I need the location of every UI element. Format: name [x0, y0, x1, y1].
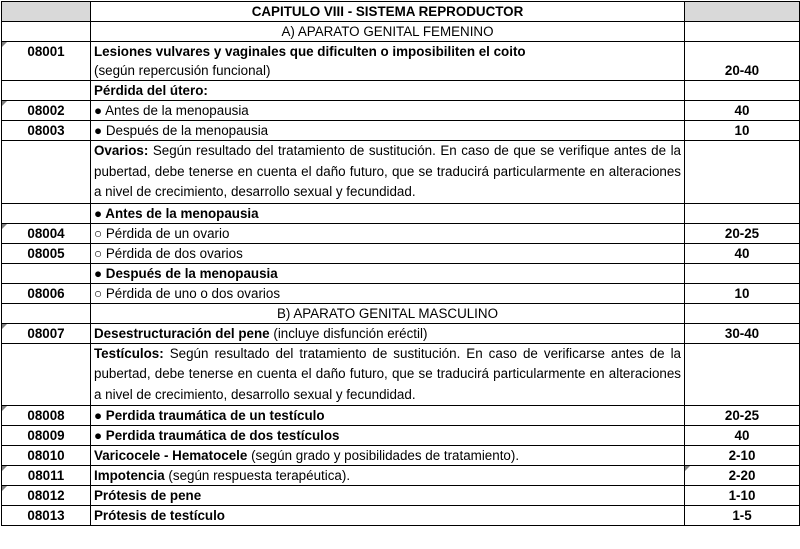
row-code: 08011: [2, 466, 91, 486]
table-row: [2, 61, 800, 81]
ovarios-paragraph: [91, 141, 685, 204]
row-value: 30-40: [685, 323, 800, 343]
row-title: Desestructuración del pene: [94, 325, 270, 341]
ovarios-label: Ovarios:: [94, 143, 149, 158]
circle-bullet-icon: ○: [94, 285, 103, 301]
chapter-title: CAPITULO VIII - SISTEMA REPRODUCTOR: [91, 2, 685, 22]
table-row: [2, 323, 800, 343]
table-row: [2, 446, 800, 466]
row-code: 08003: [2, 121, 91, 141]
row-title: Varicocele - Hematocele: [94, 448, 248, 463]
bullet-icon: ●: [94, 123, 103, 138]
table-row: [2, 506, 800, 526]
row-code: 08002: [2, 101, 91, 121]
table-row: [2, 343, 800, 406]
row-code: 08009: [2, 426, 91, 446]
antes-heading: ● Antes de la menopausia: [91, 203, 685, 223]
row-text: Después de la menopausia: [105, 123, 269, 138]
row-value: 1-5: [685, 506, 800, 526]
section-a-row: [2, 22, 800, 42]
table-row: [2, 283, 800, 303]
row-code: 08007: [2, 323, 91, 343]
table-row: [2, 81, 800, 101]
row-value: 2-20: [685, 466, 800, 486]
section-a-title: A) APARATO GENITAL FEMENINO: [91, 22, 685, 42]
row-title: Prótesis de pene: [91, 486, 685, 506]
utero-heading: Pérdida del útero:: [91, 81, 685, 101]
reproductive-system-table: [1, 1, 800, 526]
row-note: (incluye disfunción eréctil): [273, 325, 428, 341]
table-row: [2, 42, 800, 62]
row-title: Lesiones vulvares y vaginales que dificulten o imposibiliten el coito: [91, 42, 685, 62]
table-row: [2, 243, 800, 263]
testiculos-label: Testículos:: [94, 345, 164, 361]
row-code: 08004: [2, 223, 91, 243]
row-note: (según respuesta terapéutica).: [168, 468, 351, 483]
table-row: [2, 466, 800, 486]
row-note: (según repercusión funcional): [91, 61, 685, 81]
row-code: 08013: [2, 506, 91, 526]
chapter-header-row: [2, 2, 800, 22]
table-row: [2, 203, 800, 223]
table-row: [2, 426, 800, 446]
table-row: [2, 141, 800, 204]
row-text: Pérdida de uno o dos ovarios: [105, 285, 281, 301]
row-value: 2-10: [685, 446, 800, 466]
row-value: 20-25: [685, 223, 800, 243]
testiculos-paragraph: [91, 343, 685, 406]
testiculos-text: Según resultado del tratamiento de sustitución. En caso de verificarse antes de la pubertad, debe tenerse en cuenta el daño futuro, que se traducirá particularmente en alteraciones a nivel de crecimiento, desarrollo sexual y fecundidad.: [94, 345, 681, 402]
row-text: Pérdida de un ovario: [105, 225, 230, 241]
row-value: 1-10: [685, 486, 800, 506]
row-code: 08012: [2, 486, 91, 506]
row-text: ● Perdida traumática de un testículo: [91, 406, 685, 426]
bullet-icon: ●: [94, 103, 103, 118]
section-b-row: [2, 303, 800, 323]
row-code: 08005: [2, 243, 91, 263]
circle-bullet-icon: ○: [94, 245, 103, 261]
row-code: 08010: [2, 446, 91, 466]
table-row: [2, 121, 800, 141]
table-row: [2, 486, 800, 506]
table-row: [2, 406, 800, 426]
row-note: (según grado y posibilidades de tratamiento).: [251, 448, 520, 463]
row-title: Prótesis de testículo: [91, 506, 685, 526]
ovarios-text: Según resultado del tratamiento de sustitución. En caso de que se verifique antes de la pubertad, debe tenerse en cuenta el daño futuro, que se traducirá particularmente en alteraciones a nivel de crecimiento, desarrollo sexual y fecundidad.: [94, 143, 681, 199]
row-code: 08006: [2, 283, 91, 303]
row-value: 40: [685, 101, 800, 121]
table-row: [2, 223, 800, 243]
row-code: 08001: [2, 42, 91, 81]
section-b-title: B) APARATO GENITAL MASCULINO: [91, 303, 685, 323]
row-text: Pérdida de dos ovarios: [105, 245, 243, 261]
table-row: [2, 101, 800, 121]
despues-heading: ● Después de la menopausia: [91, 263, 685, 283]
circle-bullet-icon: ○: [94, 225, 103, 241]
row-value: 20-40: [685, 42, 800, 81]
row-value: 40: [685, 243, 800, 263]
table-row: [2, 263, 800, 283]
row-value: 40: [685, 426, 800, 446]
row-code: 08008: [2, 406, 91, 426]
row-value: 10: [685, 121, 800, 141]
row-value: 20-25: [685, 406, 800, 426]
row-value: 10: [685, 283, 800, 303]
row-text: ● Perdida traumática de dos testículos: [91, 426, 685, 446]
row-text: Antes de la menopausia: [105, 103, 249, 118]
row-title: Impotencia: [94, 468, 165, 483]
